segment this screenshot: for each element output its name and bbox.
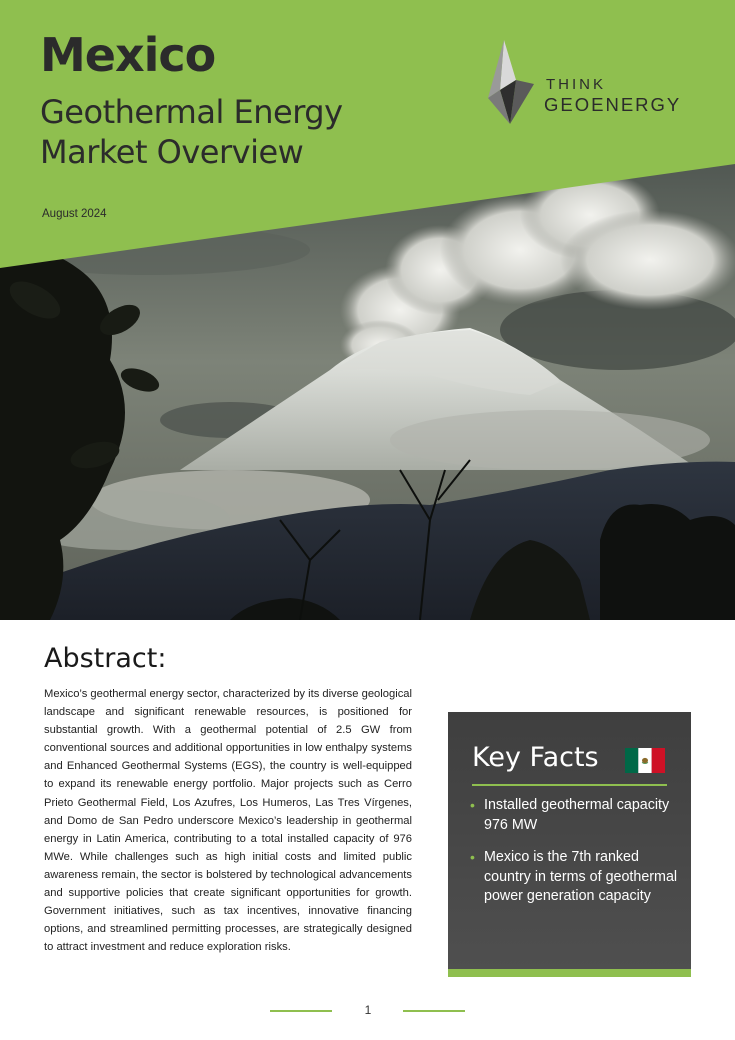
key-facts-box — [448, 712, 691, 969]
key-fact-item: • Mexico is the 7th ranked country in terms of geothermal power generation capacity — [470, 848, 680, 907]
key-fact-item: • Installed geothermal capacity 976 MW — [470, 796, 680, 835]
key-facts-title: Key Facts — [472, 742, 599, 773]
logo-text-think: THINK — [546, 76, 606, 93]
key-facts-list — [470, 796, 680, 920]
subtitle-line-2: Market Overview — [40, 133, 304, 171]
mexico-flag-icon — [625, 748, 665, 773]
footer-rule-left — [270, 1010, 332, 1012]
think-geoenergy-logo — [486, 40, 696, 130]
abstract-heading: Abstract: — [44, 643, 167, 674]
page-title: Mexico — [40, 28, 216, 82]
footer-rule-right — [403, 1010, 465, 1012]
subtitle-line-1: Geothermal Energy — [40, 93, 343, 131]
key-facts-divider — [472, 784, 667, 786]
abstract-body: Mexico’s geothermal energy sector, characterized by its diverse geological landscape and significant renewable resources, is positioned for substantial growth. With a geothermal potential of 2.5 GW from conventional sources and additional opportunities in low enthalpy systems and Enhanced Geothermal Systems (EGS), the country is well-equipped to expand its renewable energy portfolio. Major projects such as Cerro Prieto Geothermal Field, Los Azufres, Los Humeros, Las Tres Vírgenes, and Domo de San Pedro underscore Mexico’s leadership in geothermal energy in Latin America, contributing to a total installed capacity of 976 MWe. While challenges such as high initial costs and limited public awareness remain, the sector is bolstered by technological advancements and supportive policies that create significant opportunities for growth. Government initiatives, such as tax incentives, innovative financing options, and streamlined permitting processes, are strategically designed to attract investment and reduce exploration risks. — [44, 688, 412, 954]
publication-date: August 2024 — [42, 208, 107, 220]
page-subtitle — [40, 92, 343, 172]
logo-text-geoenergy: GEOENERGY — [544, 94, 682, 115]
page-number: 1 — [364, 1003, 372, 1017]
geoenergy-crystal-icon — [486, 40, 536, 126]
